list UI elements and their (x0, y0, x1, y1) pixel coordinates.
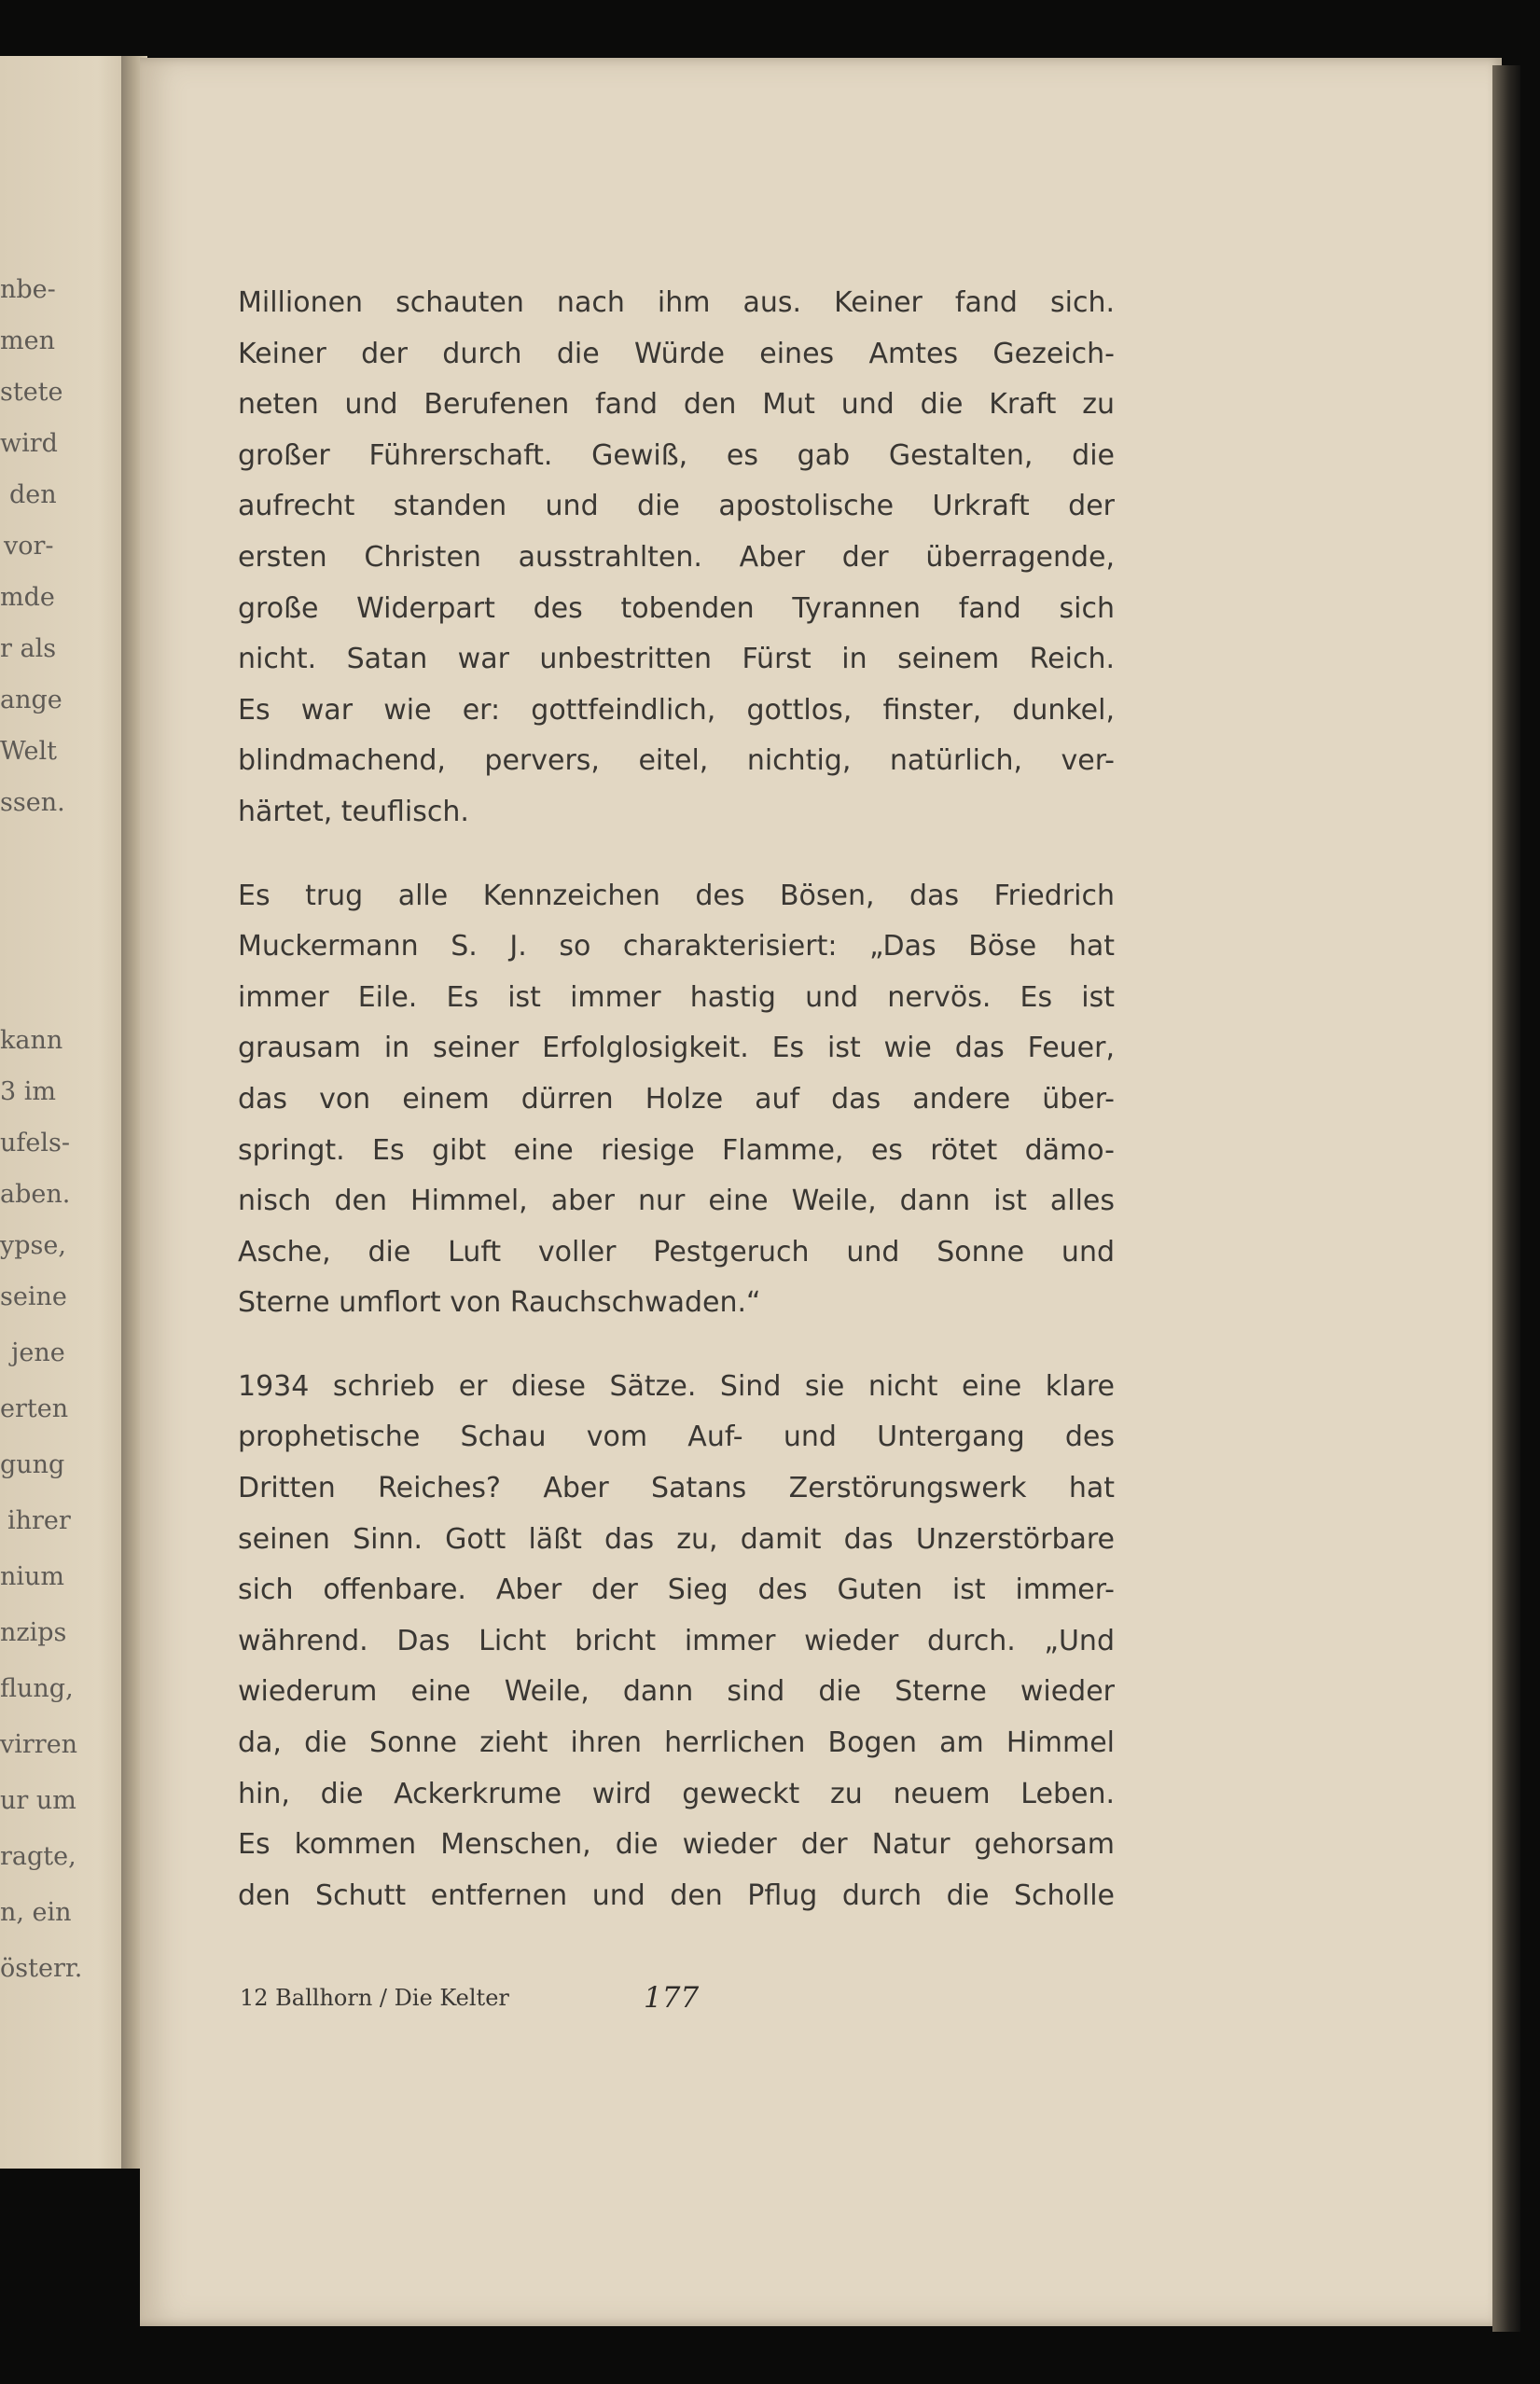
text-line: große Widerpart des tobenden Tyrannen fand sich (238, 591, 1115, 625)
page-number: 177 (644, 1981, 700, 2015)
text-line: blindmachend, pervers, eitel, nichtig, natürlich, ver- (238, 744, 1115, 778)
left-page-fragment: Welt (0, 737, 58, 766)
text-line: Es trug alle Kennzeichen des Bösen, das Friedrich (238, 879, 1115, 912)
text-line: nisch den Himmel, aber nur eine Weile, dann ist alles (238, 1185, 1115, 1218)
left-page-fragment: flung, (0, 1674, 74, 1703)
text-line: springt. Es gibt eine riesige Flamme, es rötet dämo- (238, 1133, 1115, 1167)
left-page-fragment: nzips (0, 1618, 67, 1647)
text-line: neten und Berufenen fand den Mut und die Kraft zu (238, 388, 1115, 422)
paragraph (238, 1362, 1115, 1922)
left-page-fragment: seine (0, 1282, 67, 1311)
left-page-fragment: wird (0, 429, 58, 458)
left-page-fragment: n, ein (0, 1898, 72, 1927)
text-line: hin, die Ackerkrume wird geweckt zu neuem Leben. (238, 1777, 1115, 1810)
text-line: während. Das Licht bricht immer wieder durch. „Und (238, 1624, 1115, 1657)
left-page-fragment: ragte, (0, 1842, 76, 1871)
left-page-fragment: den (9, 480, 57, 509)
text-line: Es kommen Menschen, die wieder der Natur gehorsam (238, 1828, 1115, 1862)
left-page-fragment: ange (0, 686, 62, 714)
text-line: nicht. Satan war unbestritten Fürst in seinem Reich. (238, 643, 1115, 676)
left-page-fragment: virren (0, 1730, 78, 1759)
left-page-fragment: r als (0, 634, 57, 663)
text-line: härtet, teuflisch. (238, 795, 469, 828)
left-page-fragment: 3 im (0, 1077, 56, 1106)
paragraph (238, 278, 1115, 839)
text-line: sich offenbare. Aber der Sieg des Guten ist immer- (238, 1573, 1115, 1607)
left-page-fragment: gung (0, 1450, 65, 1479)
left-page-fragment: ur um (0, 1786, 76, 1815)
text-line: Muckermann S. J. so charakterisiert: „Das Böse hat (238, 930, 1115, 963)
text-line: 1934 schrieb er diese Sätze. Sind sie nicht eine klare (238, 1369, 1115, 1403)
paragraph (238, 871, 1115, 1329)
text-line: Es war wie er: gottfeindlich, gottlos, finster, dunkel, (238, 693, 1115, 727)
text-line: Keiner der durch die Würde eines Amtes Gezeich- (238, 337, 1115, 370)
left-page-fragment: ssen. (0, 788, 65, 817)
page-edge-shadow (1492, 65, 1520, 2332)
left-page-fragment: erten (0, 1394, 69, 1423)
left-page-fragment: mde (0, 583, 55, 612)
text-line: prophetische Schau vom Auf- und Untergang des (238, 1421, 1115, 1454)
text-line: Sterne umflort von Rauchschwaden.“ (238, 1286, 761, 1320)
text-line: großer Führerschaft. Gewiß, es gab Gestalten, die (238, 438, 1115, 472)
left-page-fragment: ihrer (7, 1506, 71, 1535)
printer-signature: 12 Ballhorn / Die Kelter (240, 1985, 509, 2011)
left-page-edge (0, 56, 140, 2169)
left-page-fragment: aben. (0, 1180, 71, 1209)
left-page-fragment: kann (0, 1026, 63, 1055)
text-line: ersten Christen ausstrahlten. Aber der überragende, (238, 540, 1115, 574)
text-line: den Schutt entfernen und den Pflug durch die Scholle (238, 1878, 1115, 1912)
text-line: immer Eile. Es ist immer hastig und nervös. Es ist (238, 980, 1115, 1014)
text-line: seinen Sinn. Gott läßt das zu, damit das Unzerstörbare (238, 1522, 1115, 1556)
left-page-fragment: nbe- (0, 275, 56, 304)
left-page-fragment: jene (11, 1338, 65, 1367)
left-page-fragment: vor- (4, 532, 54, 561)
body-text (238, 278, 1115, 1921)
text-line: aufrecht standen und die apostolische Urkraft der (238, 490, 1115, 523)
text-line: wiederum eine Weile, dann sind die Sterne wieder (238, 1675, 1115, 1709)
left-page-fragment: stete (0, 378, 63, 407)
left-page-fragment: ypse, (0, 1231, 66, 1260)
text-line: Millionen schauten nach ihm aus. Keiner fand sich. (238, 286, 1115, 319)
text-line: Dritten Reiches? Aber Satans Zerstörungswerk hat (238, 1472, 1115, 1505)
left-page-fragment: ufels- (0, 1129, 70, 1157)
left-page-fragment: österr. (0, 1954, 83, 1983)
text-line: da, die Sonne zieht ihren herrlichen Bogen am Himmel (238, 1726, 1115, 1760)
text-line: das von einem dürren Holze auf das andere über- (238, 1082, 1115, 1116)
text-line: Asche, die Luft voller Pestgeruch und Sonne und (238, 1235, 1115, 1268)
text-line: grausam in seiner Erfolglosigkeit. Es ist wie das Feuer, (238, 1032, 1115, 1065)
left-page-fragment: men (0, 326, 55, 355)
left-page-fragment: nium (0, 1562, 65, 1591)
